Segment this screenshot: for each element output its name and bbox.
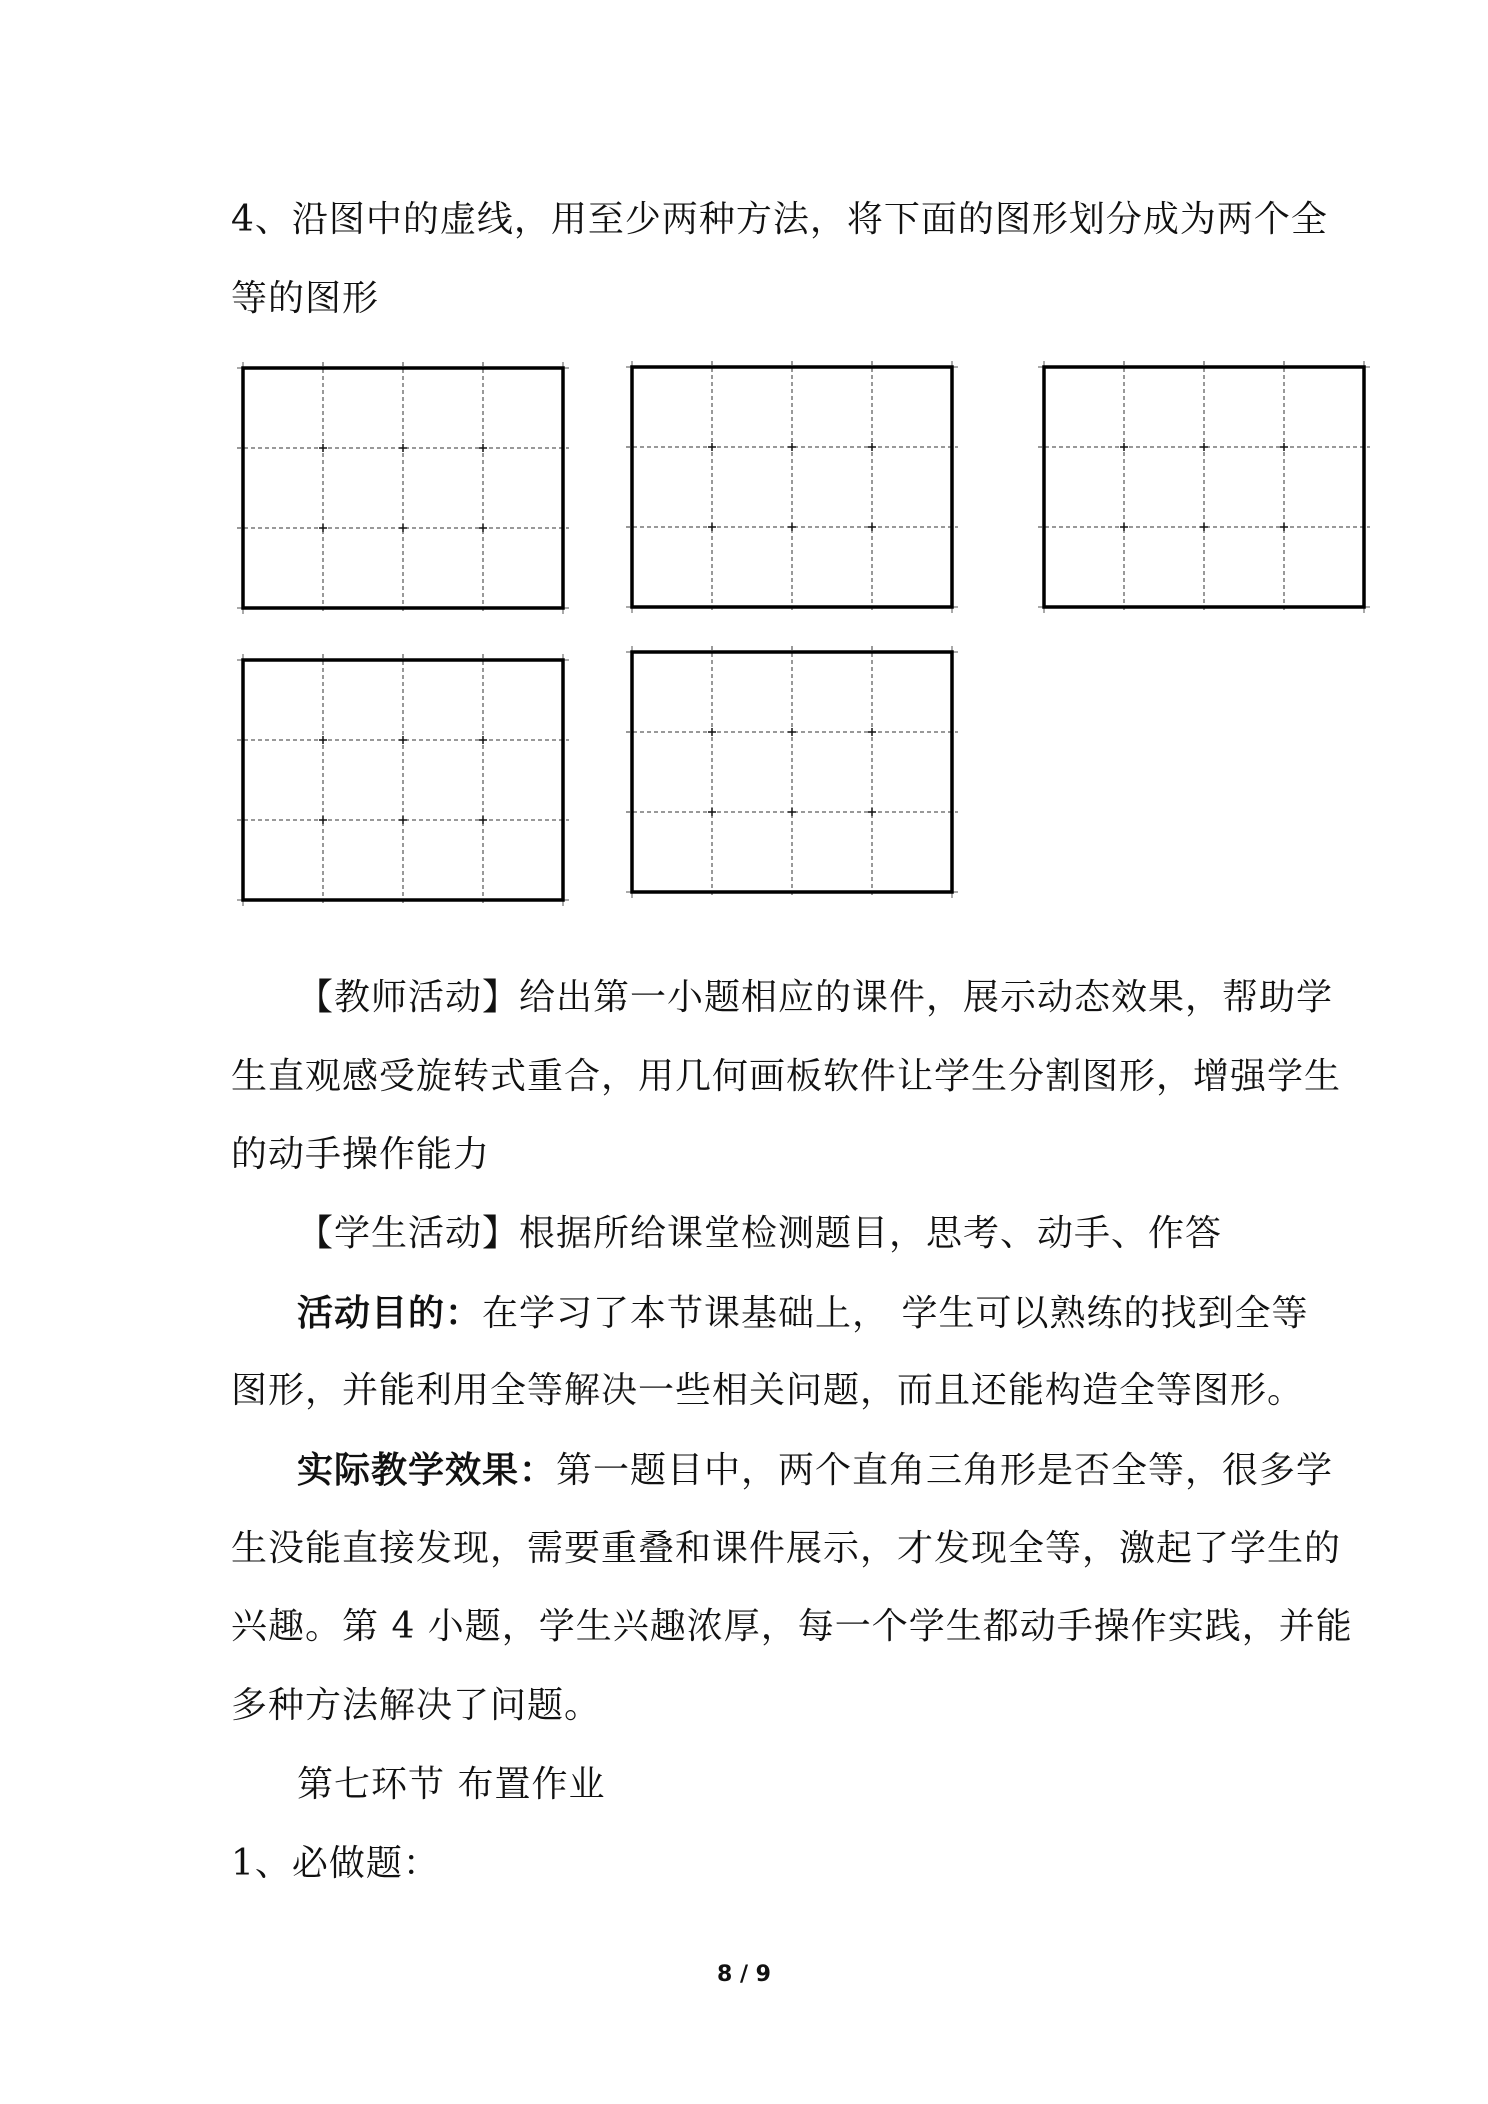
teaching-effect-line-4: 多种方法解决了问题。 [231,1685,602,1726]
page-number: 8 / 9 [717,1962,771,1987]
question-line-2: 等的图形 [231,278,380,319]
teacher-activity-line-3: 的动手操作能力 [231,1134,491,1175]
teaching-effect-text-1: 第一题目中，两个直角三角形是否全等，很多学 [556,1450,1334,1491]
homework-item-1: 1、必做题： [231,1843,440,1884]
grid-figure-1 [237,362,569,614]
section-title: 第七环节 布置作业 [297,1764,606,1805]
student-activity-label: 【学生活动】 [297,1213,520,1254]
teacher-activity-text-1: 给出第一小题相应的课件，展示动态效果，帮助学 [519,977,1334,1018]
grid-figure-5 [626,646,958,898]
grid-svg [626,361,958,613]
teacher-activity-line-2: 生直观感受旋转式重合，用几何画板软件让学生分割图形，增强学生 [231,1056,1342,1097]
grid-figure-4 [237,654,569,906]
teacher-activity-label: 【教师活动】 [297,977,520,1018]
grid-figure-2 [626,361,958,613]
teacher-activity-line-1 [297,976,1333,1020]
teaching-effect-line-3: 兴趣。第 4 小题，学生兴趣浓厚，每一个学生都动手操作实践，并能 [231,1606,1353,1647]
grid-svg [1038,361,1370,613]
student-activity-text: 根据所给课堂检测题目，思考、动手、作答 [519,1213,1223,1254]
grid-svg [626,646,958,898]
activity-goal-line-2: 图形，并能利用全等解决一些相关问题，而且还能构造全等图形。 [231,1370,1305,1411]
teaching-effect-line-2: 生没能直接发现，需要重叠和课件展示，才发现全等，激起了学生的 [231,1528,1342,1569]
grid-figure-3 [1038,361,1370,613]
grid-svg [237,362,569,614]
activity-goal-line-1 [297,1291,1308,1336]
activity-goal-label: 活动目的： [297,1292,483,1334]
activity-goal-text-1: 在学习了本节课基础上， 学生可以熟练的找到全等 [482,1293,1309,1334]
question-line-1: 4、沿图中的虚线，用至少两种方法，将下面的图形划分成为两个全 [231,199,1328,240]
teaching-effect-label: 实际教学效果： [297,1449,557,1491]
student-activity-line [297,1212,1222,1256]
teaching-effect-line-1 [297,1448,1333,1493]
grid-svg [237,654,569,906]
